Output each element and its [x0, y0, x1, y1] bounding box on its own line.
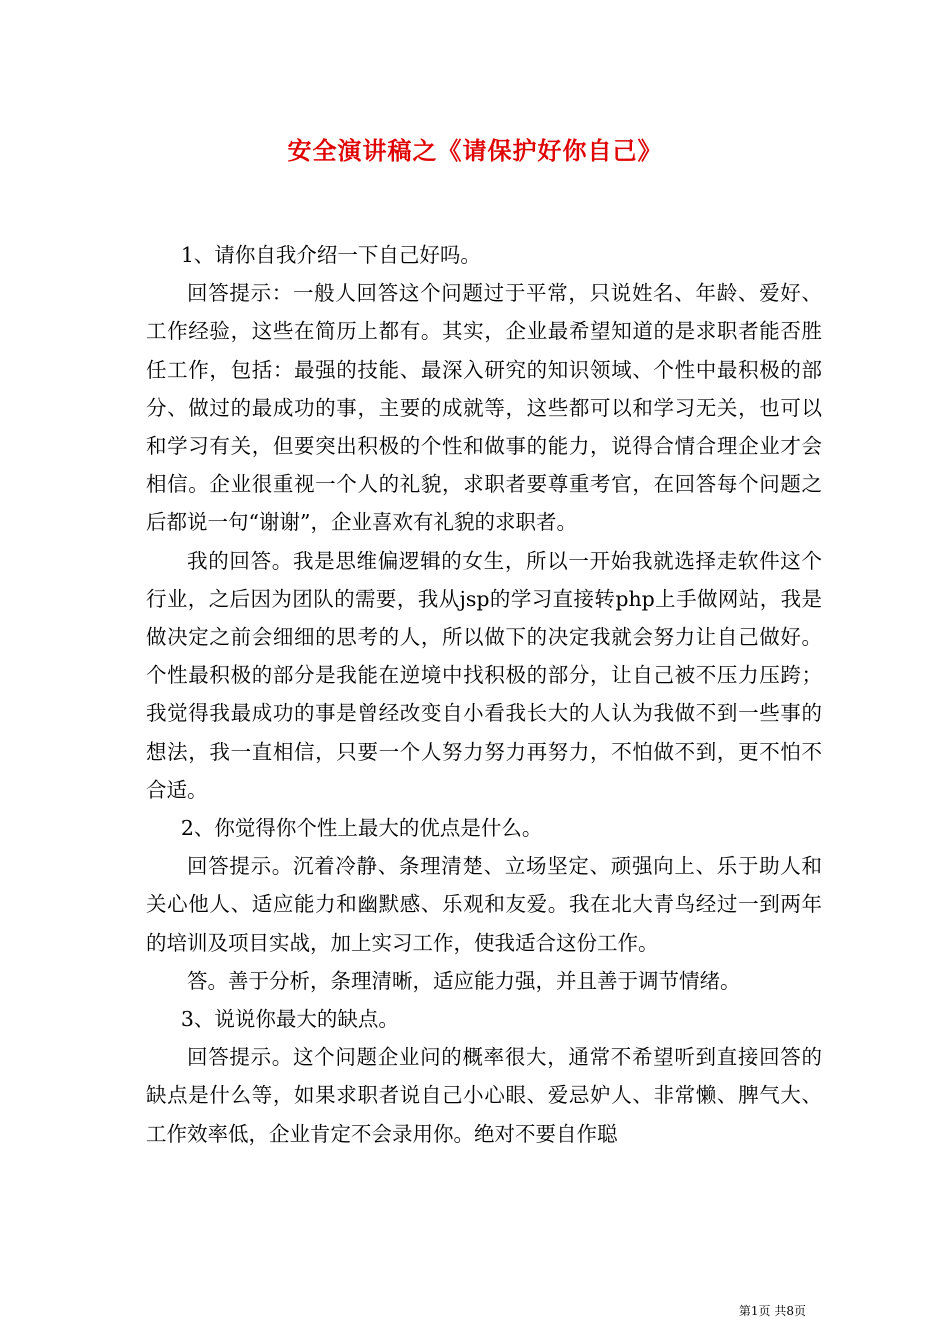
answer-hint-1: 回答提示：一般人回答这个问题过于平常，只说姓名、年龄、爱好、工作经验，这些在简历上都有。其实，企业最希望知道的是求职者能否胜任工作，包括：最强的技能、最深入研究的知识领域、个性中最积极的部分、做过的最成功的事，主要的成就等，这些都可以和学习无关，也可以和学习有关，但要突出积极的个性和做事的能力，说得合情合理企业才会相信。企业很重视一个人的礼貌，求职者要尊重考官，在回答每个问题之后都说一句“谢谢”，企业喜欢有礼貌的求职者。	[146, 281, 822, 535]
my-answer-2: 答。善于分析，条理清晰，适应能力强，并且善于调节情绪。	[187, 968, 741, 993]
question-2: 2、你觉得你个性上最大的优点是什么。	[180, 816, 543, 841]
document-title: 安全演讲稿之《请保护好你自己》	[287, 136, 663, 165]
page-number-footer: 第1页 共8页	[738, 1304, 806, 1318]
my-answer-1: 我的回答。我是思维偏逻辑的女生，所以一开始我就选择走软件这个行业，之后因为团队的需要，我从jsp的学习直接转php上手做网站，我是做决定之前会细细的思考的人，所以做下的决定我就会努力让自己做好。个性最积极的部分是我能在逆境中找积极的部分，让自己被不压力压跨；我觉得我最成功的事是曾经改变自小看我长大的人认为我做不到一些事的想法，我一直相信，只要一个人努力努力再努力，不怕做不到，更不怕不合适。	[146, 548, 822, 802]
document-body	[146, 236, 822, 1153]
answer-hint-3: 回答提示。这个问题企业问的概率很大，通常不希望听到直接回答的缺点是什么等，如果求职者说自己小心眼、爱忌妒人、非常懒、脾气大、工作效率低，企业肯定不会录用你。绝对不要自作聪	[146, 1045, 822, 1146]
question-1: 1、请你自我介绍一下自己好吗。	[180, 243, 481, 267]
question-3: 3、说说你最大的缺点。	[180, 1007, 399, 1032]
answer-hint-2: 回答提示。沉着冷静、条理清楚、立场坚定、顽强向上、乐于助人和关心他人、适应能力和幽默感、乐观和友爱。我在北大青鸟经过一到两年的培训及项目实战，加上实习工作，使我适合这份工作。	[146, 854, 822, 955]
